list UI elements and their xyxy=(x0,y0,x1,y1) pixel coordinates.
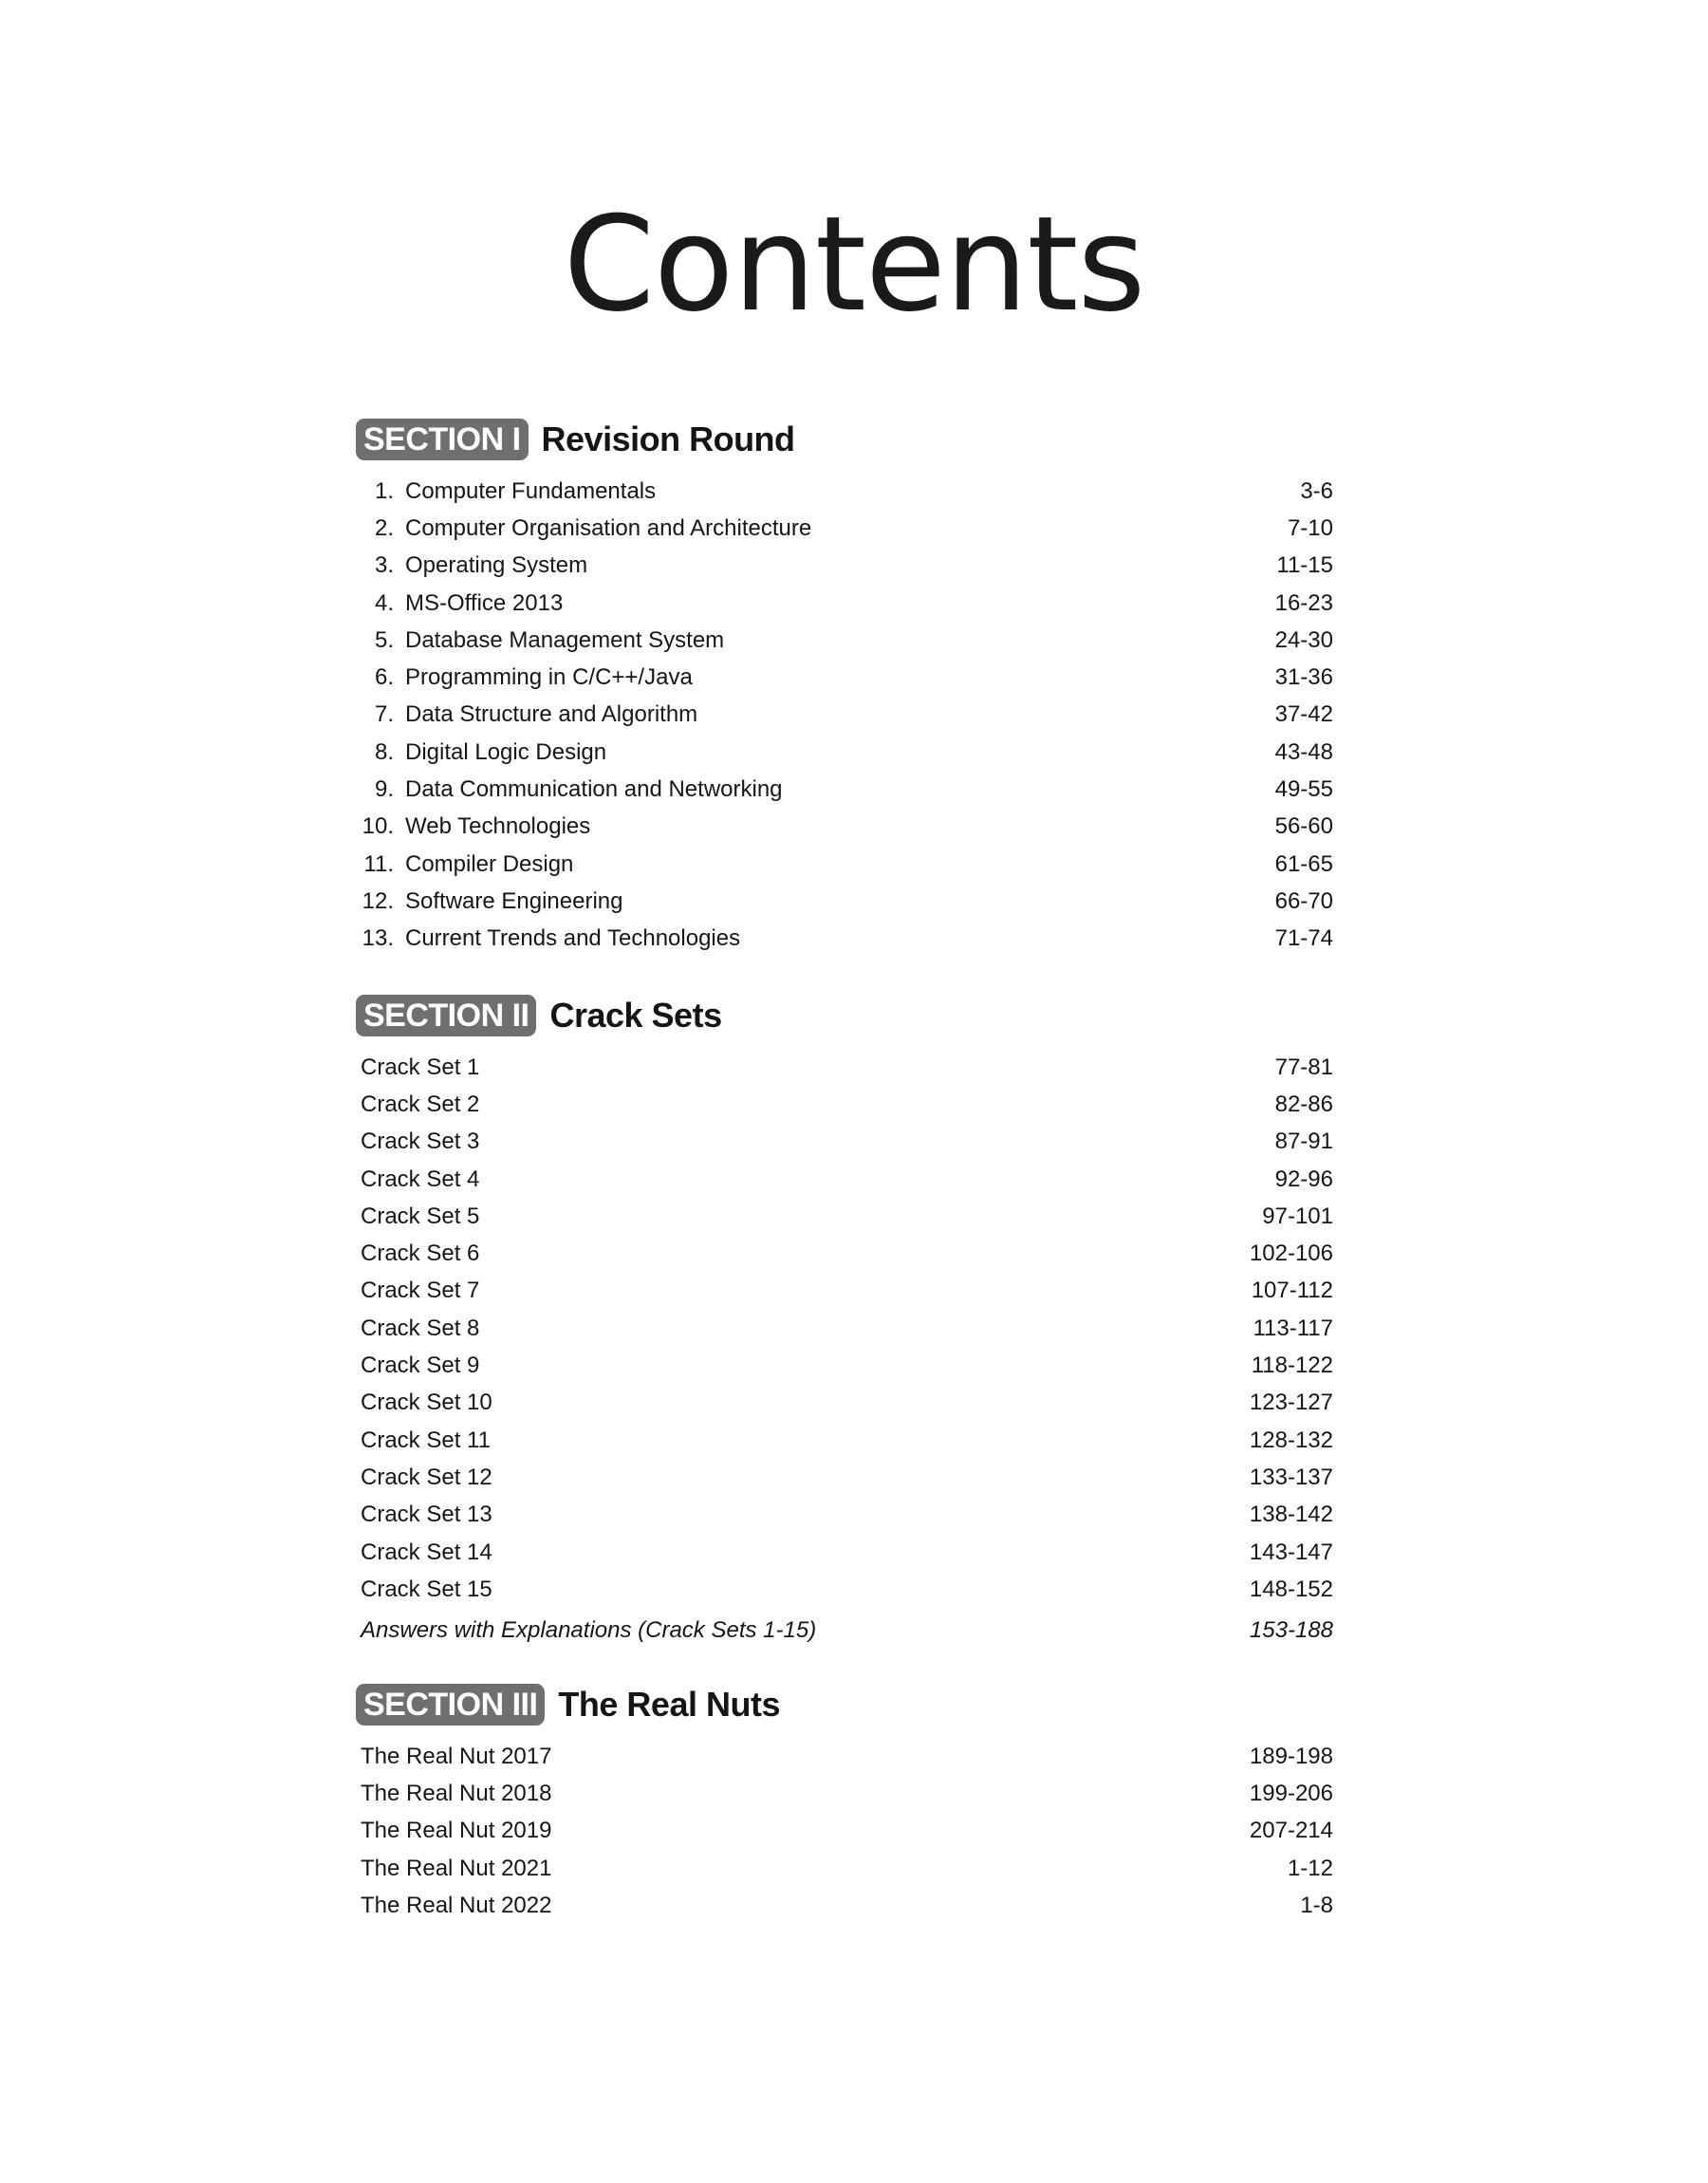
entry-pages: 153-188 xyxy=(1249,1617,1333,1644)
entry-pages: 92-96 xyxy=(1274,1166,1333,1192)
section-revision-round xyxy=(356,418,1333,958)
section-badge: SECTION II xyxy=(356,995,536,1036)
entry-pages: 61-65 xyxy=(1274,850,1333,877)
section-badge: SECTION III xyxy=(356,1684,545,1726)
toc-entry[interactable] xyxy=(356,1850,1333,1887)
entry-pages: 133-137 xyxy=(1249,1464,1333,1490)
toc-entry[interactable] xyxy=(356,622,1333,659)
section-title: Crack Sets xyxy=(549,996,722,1035)
toc-entry[interactable] xyxy=(356,1738,1333,1775)
toc-entry[interactable] xyxy=(356,548,1333,585)
entry-label: Crack Set 13 xyxy=(361,1502,492,1528)
entry-number: 10. xyxy=(362,813,394,840)
entry-pages: 71-74 xyxy=(1274,925,1333,952)
entry-label: Crack Set 7 xyxy=(361,1278,480,1304)
entry-label: Crack Set 1 xyxy=(361,1054,480,1080)
entry-label: Crack Set 14 xyxy=(361,1539,492,1565)
toc-entry[interactable] xyxy=(356,1887,1333,1924)
section-badge: SECTION I xyxy=(356,419,529,460)
entry-label: Crack Set 4 xyxy=(361,1166,480,1192)
entry-pages: 82-86 xyxy=(1274,1091,1333,1117)
entry-pages: 113-117 xyxy=(1253,1315,1333,1341)
entry-label: Programming in C/C++/Java xyxy=(405,664,693,691)
entry-label: Crack Set 12 xyxy=(361,1464,492,1490)
entry-label: The Real Nut 2022 xyxy=(361,1892,552,1918)
entry-number: 11. xyxy=(363,850,394,877)
entry-pages: 97-101 xyxy=(1262,1203,1333,1229)
entry-pages: 31-36 xyxy=(1274,664,1333,691)
toc-entry[interactable] xyxy=(356,1571,1333,1608)
entry-label: MS-Office 2013 xyxy=(405,589,564,616)
section-the-real-nuts xyxy=(356,1683,1333,1924)
section-title: Revision Round xyxy=(541,420,795,458)
entry-label: Digital Logic Design xyxy=(405,738,607,765)
entry-pages: 49-55 xyxy=(1274,776,1333,803)
toc-entry[interactable] xyxy=(356,510,1333,547)
entry-number: 1. xyxy=(374,477,394,504)
entry-label: The Real Nut 2019 xyxy=(361,1818,552,1844)
entry-label: Crack Set 9 xyxy=(361,1353,480,1379)
entry-pages: 77-81 xyxy=(1274,1054,1333,1080)
page-title: Contents xyxy=(563,188,1145,341)
toc-entry[interactable] xyxy=(356,809,1333,846)
entry-label: Database Management System xyxy=(405,626,725,653)
entry-number: 7. xyxy=(374,701,394,728)
toc-entry[interactable] xyxy=(356,734,1333,771)
toc-entry[interactable] xyxy=(356,1385,1333,1422)
entry-label: Crack Set 3 xyxy=(361,1129,480,1155)
entry-number: 6. xyxy=(374,664,394,691)
entry-pages: 16-23 xyxy=(1274,589,1333,616)
toc-entry[interactable] xyxy=(356,1086,1333,1123)
toc-entry[interactable] xyxy=(356,1422,1333,1459)
entry-pages: 11-15 xyxy=(1276,552,1333,579)
entry-label: Data Communication and Networking xyxy=(405,776,783,803)
entry-pages: 3-6 xyxy=(1300,477,1333,504)
entry-label: Crack Set 15 xyxy=(361,1576,492,1602)
entry-pages: 189-198 xyxy=(1249,1743,1333,1769)
entry-label: Crack Set 2 xyxy=(361,1091,480,1117)
entry-label: Answers with Explanations (Crack Sets 1-15) xyxy=(361,1617,817,1644)
entry-pages: 24-30 xyxy=(1274,626,1333,653)
entry-pages: 7-10 xyxy=(1287,514,1333,541)
toc-entry[interactable] xyxy=(356,1161,1333,1198)
toc-entry[interactable] xyxy=(356,1347,1333,1384)
toc-entry[interactable] xyxy=(356,771,1333,808)
entry-number: 9. xyxy=(374,776,394,803)
toc-entry[interactable] xyxy=(356,659,1333,696)
entry-number: 5. xyxy=(374,626,394,653)
toc-entry[interactable] xyxy=(356,1310,1333,1347)
toc-entry[interactable] xyxy=(356,846,1333,883)
entry-pages: 56-60 xyxy=(1274,813,1333,840)
entry-label: The Real Nut 2021 xyxy=(361,1855,552,1881)
entry-label: Crack Set 8 xyxy=(361,1315,480,1341)
section-entries xyxy=(356,1049,1333,1650)
entry-pages: 66-70 xyxy=(1274,887,1333,914)
entry-number: 3. xyxy=(374,552,394,579)
toc-entry[interactable] xyxy=(356,1124,1333,1161)
entry-label: Crack Set 11 xyxy=(361,1427,491,1453)
toc-entry[interactable] xyxy=(356,1198,1333,1235)
entry-label: Crack Set 6 xyxy=(361,1241,480,1267)
entry-number: 13. xyxy=(362,925,394,952)
entry-label: Crack Set 10 xyxy=(361,1390,492,1416)
entry-pages: 118-122 xyxy=(1251,1353,1333,1379)
toc-entry[interactable] xyxy=(356,1459,1333,1496)
toc-entry[interactable] xyxy=(356,1049,1333,1086)
toc-entry[interactable] xyxy=(356,1497,1333,1534)
entry-label: Compiler Design xyxy=(405,850,574,877)
entry-pages: 123-127 xyxy=(1249,1390,1333,1416)
toc-entry[interactable] xyxy=(356,883,1333,920)
entry-pages: 138-142 xyxy=(1249,1502,1333,1528)
toc-entry[interactable] xyxy=(356,1813,1333,1850)
entry-label: The Real Nut 2017 xyxy=(361,1743,552,1769)
entry-number: 12. xyxy=(362,887,394,914)
toc-entry[interactable] xyxy=(356,1235,1333,1272)
toc-entry[interactable] xyxy=(356,1775,1333,1812)
toc-entry[interactable] xyxy=(356,921,1333,958)
entry-pages: 87-91 xyxy=(1274,1129,1333,1155)
entry-pages: 37-42 xyxy=(1274,701,1333,728)
entry-pages: 148-152 xyxy=(1249,1576,1333,1602)
entry-label: Current Trends and Technologies xyxy=(405,925,741,952)
entry-label: Data Structure and Algorithm xyxy=(405,701,698,728)
toc-entry-answers[interactable] xyxy=(356,1612,1333,1649)
toc-entry[interactable] xyxy=(356,1273,1333,1310)
entry-pages: 199-206 xyxy=(1249,1780,1333,1806)
section-header xyxy=(356,1683,1333,1726)
section-entries xyxy=(356,473,1333,958)
entry-number: 8. xyxy=(374,738,394,765)
entry-label: Web Technologies xyxy=(405,813,591,840)
section-header xyxy=(356,994,1333,1037)
section-title: The Real Nuts xyxy=(558,1685,780,1724)
entry-pages: 207-214 xyxy=(1249,1818,1333,1844)
toc-entry[interactable] xyxy=(356,697,1333,734)
entry-label: The Real Nut 2018 xyxy=(361,1780,552,1806)
toc-entry[interactable] xyxy=(356,473,1333,510)
entry-pages: 43-48 xyxy=(1274,738,1333,765)
entry-pages: 1-8 xyxy=(1300,1892,1333,1918)
entry-pages: 107-112 xyxy=(1251,1278,1333,1304)
entry-pages: 1-12 xyxy=(1287,1855,1333,1881)
entry-label: Crack Set 5 xyxy=(361,1203,480,1229)
toc-entry[interactable] xyxy=(356,1534,1333,1571)
entry-label: Computer Organisation and Architecture xyxy=(405,514,812,541)
entry-label: Computer Fundamentals xyxy=(405,477,657,504)
section-entries xyxy=(356,1738,1333,1924)
entry-number: 4. xyxy=(374,589,394,616)
entry-pages: 102-106 xyxy=(1249,1241,1333,1267)
entry-pages: 128-132 xyxy=(1249,1427,1333,1453)
toc-entry[interactable] xyxy=(356,585,1333,622)
entry-label: Operating System xyxy=(405,552,588,579)
entry-pages: 143-147 xyxy=(1249,1539,1333,1565)
entry-number: 2. xyxy=(374,514,394,541)
section-crack-sets xyxy=(356,994,1333,1650)
section-header xyxy=(356,418,1333,461)
entry-label: Software Engineering xyxy=(405,887,623,914)
